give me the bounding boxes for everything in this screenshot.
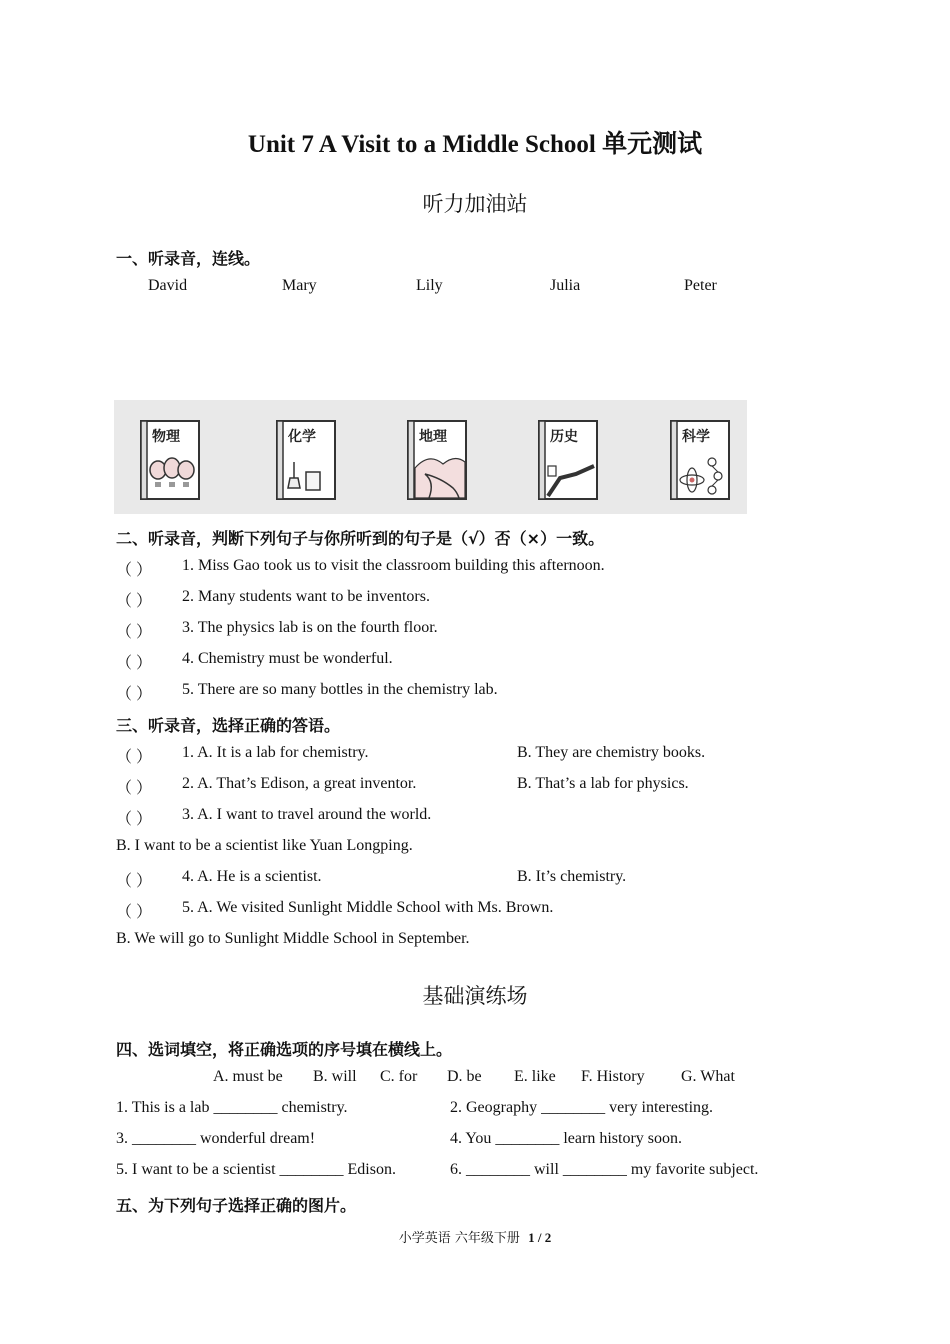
q3-item-1-a: 1. A. It is a lab for chemistry. (182, 744, 369, 761)
name-mary: Mary (282, 277, 317, 294)
q4-item-5: 5. I want to be a scientist ________ Edison. (116, 1161, 396, 1178)
q4-item-3: 3. ________ wonderful dream! (116, 1130, 316, 1147)
q5-heading: 五、为下列句子选择正确的图片。 (116, 1196, 357, 1215)
q2-item-1: 1. Miss Gao took us to visit the classroom building this afternoon. (182, 557, 605, 574)
q3-item-2-a: 2. A. That’s Edison, a great inventor. (182, 775, 417, 792)
q2-item-3: 3. The physics lab is on the fourth floor. (182, 619, 438, 636)
q3-item-3-b: B. I want to be a scientist like Yuan Longping. (116, 837, 413, 854)
q3-item-3-a: 3. A. I want to travel around the world. (182, 806, 432, 823)
q4-item-6: 6. ________ will ________ my favorite subject. (450, 1161, 759, 1178)
q3-item-5-a: 5. A. We visited Sunlight Middle School with Ms. Brown. (182, 899, 554, 916)
q2-item-4: 4. Chemistry must be wonderful. (182, 650, 393, 667)
section-title-basics: 基础演练场 (422, 984, 528, 1008)
name-peter: Peter (684, 277, 717, 294)
q3-item-5-b: B. We will go to Sunlight Middle School in September. (116, 930, 470, 947)
book-label-history: 历史 (550, 429, 578, 445)
name-david: David (148, 277, 188, 294)
q4-heading: 四、选词填空，将正确选项的序号填在横线上。 (116, 1040, 453, 1059)
answer-blank: （ ） (116, 811, 153, 828)
q3-item-4-a: 4. A. He is a scientist. (182, 868, 322, 885)
q2-heading: 二、听录音，判断下列句子与你所听到的句子是（√）否（×）一致。 (116, 529, 605, 548)
option-c: C. for (380, 1068, 418, 1085)
physics-book-icon (138, 418, 202, 502)
option-f: F. History (581, 1068, 645, 1085)
q2-item-2: 2. Many students want to be inventors. (182, 588, 430, 605)
book-label-chemistry: 化学 (288, 429, 316, 445)
footer-text: 小学英语 六年级下册 (398, 1231, 520, 1246)
history-book-icon (536, 418, 600, 502)
answer-blank: （ ） (116, 593, 153, 610)
answer-blank: （ ） (116, 749, 153, 766)
q4-item-2: 2. Geography ________ very interesting. (450, 1099, 714, 1116)
name-lily: Lily (416, 277, 443, 294)
option-d: D. be (447, 1068, 482, 1085)
option-e: E. like (514, 1068, 556, 1085)
answer-blank: （ ） (116, 873, 153, 890)
chemistry-book-icon (274, 418, 338, 502)
option-g: G. What (681, 1068, 735, 1085)
name-julia: Julia (550, 277, 581, 294)
book-label-physics: 物理 (152, 429, 180, 445)
q3-item-2-b: B. That’s a lab for physics. (517, 775, 689, 792)
page-number: 1 / 2 (528, 1230, 552, 1245)
answer-blank: （ ） (116, 904, 153, 921)
answer-blank: （ ） (116, 624, 153, 641)
book-label-geography: 地理 (419, 429, 447, 445)
answer-blank: （ ） (116, 562, 153, 579)
page-footer (0, 1227, 950, 1246)
science-book-icon (668, 418, 732, 502)
subject-books-image (114, 400, 747, 514)
section-title-listening: 听力加油站 (422, 192, 528, 216)
q2-item-5: 5. There are so many bottles in the chemistry lab. (182, 681, 498, 698)
answer-blank: （ ） (116, 780, 153, 797)
q3-heading: 三、听录音，选择正确的答语。 (116, 716, 341, 735)
q1-heading: 一、听录音，连线。 (116, 249, 261, 268)
answer-blank: （ ） (116, 686, 153, 703)
answer-blank: （ ） (116, 655, 153, 672)
q3-item-4-b: B. It’s chemistry. (517, 868, 627, 885)
geography-book-icon (405, 418, 469, 502)
q4-item-4: 4. You ________ learn history soon. (450, 1130, 683, 1147)
q3-item-1-b: B. They are chemistry books. (517, 744, 706, 761)
option-a: A. must be (213, 1068, 283, 1085)
q4-item-1: 1. This is a lab ________ chemistry. (116, 1099, 348, 1116)
page-title: Unit 7 A Visit to a Middle School 单元测试 (247, 131, 703, 158)
book-label-science: 科学 (682, 429, 710, 445)
option-b: B. will (313, 1068, 357, 1085)
